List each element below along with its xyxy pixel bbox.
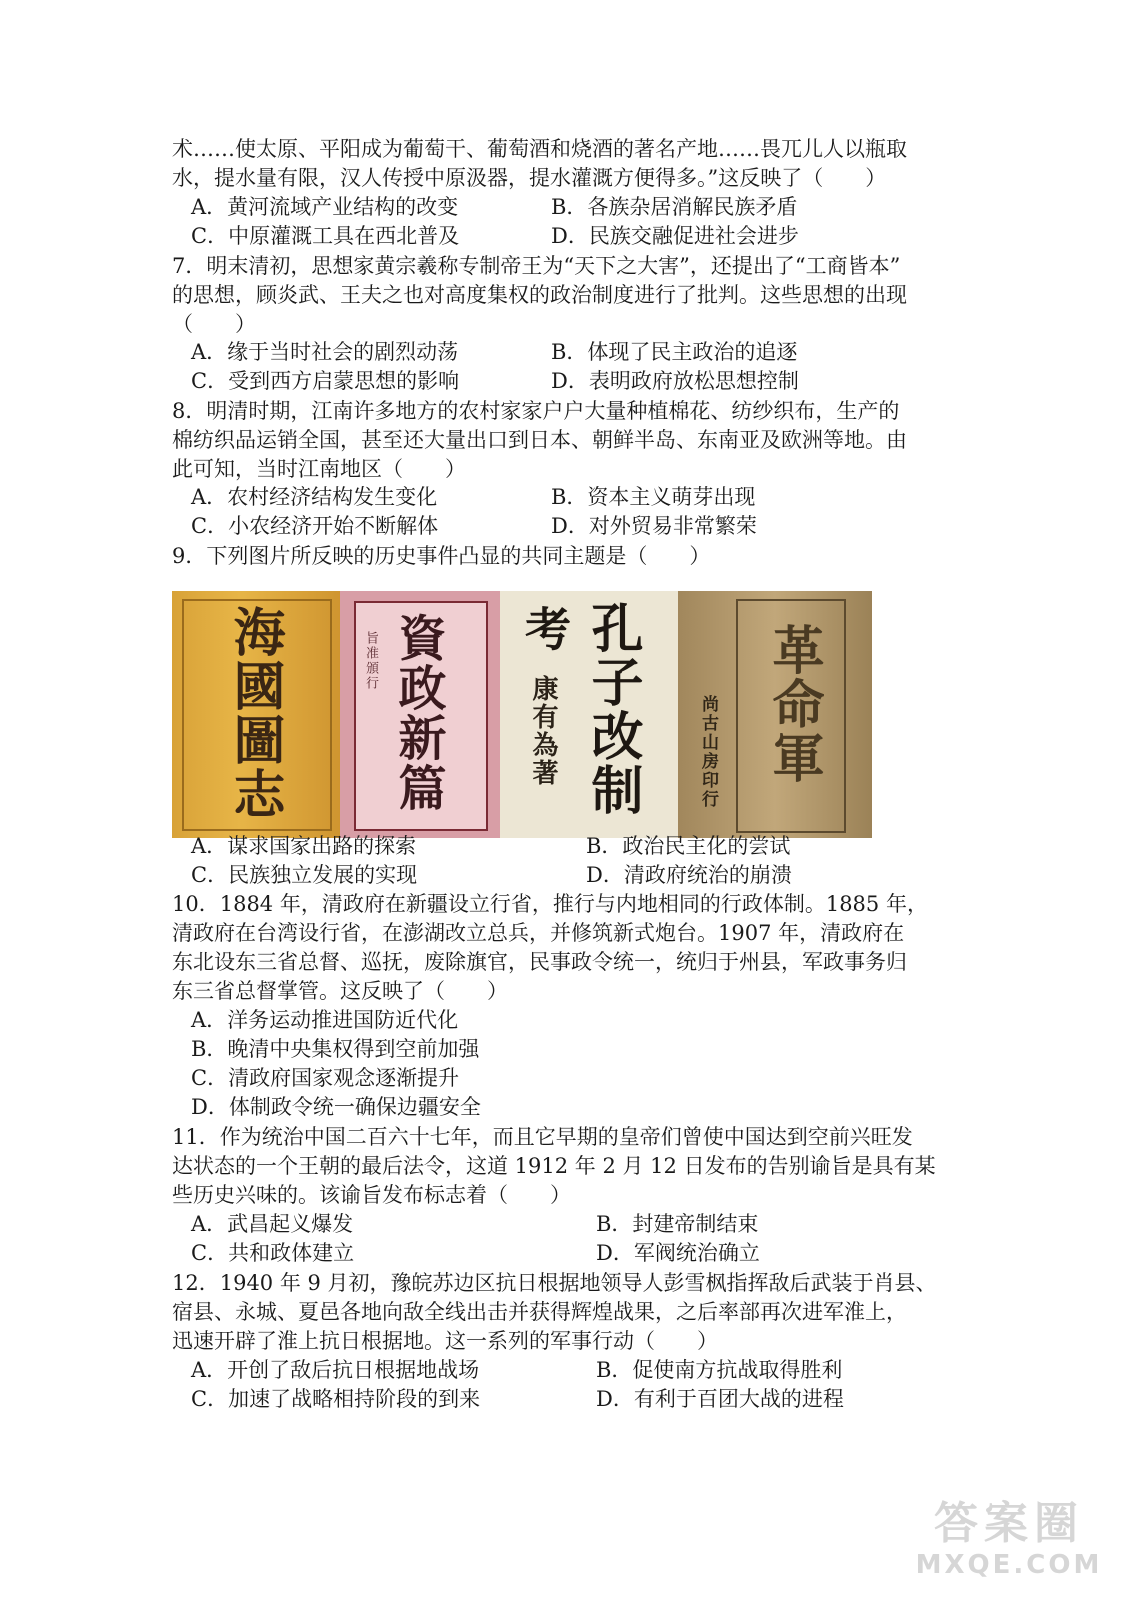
q10-option-b: B．晚清中央集权得到空前加强 bbox=[191, 1037, 480, 1061]
q11-option-d: D．军阀统治确立 bbox=[596, 1241, 760, 1265]
watermark-logo-text: 答案圈 bbox=[934, 1498, 1084, 1549]
q12-option-c: C．加速了战略相持阶段的到来 bbox=[191, 1387, 481, 1411]
q7-stem-line1: 7．明末清初，思想家黄宗羲称专制帝王为“天下之大害”，还提出了“工商皆本” bbox=[172, 254, 901, 278]
q6-stem-line1: 术……使太原、平阳成为葡萄干、葡萄酒和烧酒的著名产地……畏兀儿人以瓶取 bbox=[172, 137, 907, 161]
q12-stem-line1: 12．1940 年 9 月初，豫皖苏边区抗日根据地领导人彭雪枫指挥敌后武装于肖县、 bbox=[172, 1271, 937, 1295]
q8-stem-line2: 棉纺织品运销全国，甚至还大量出口到日本、朝鲜半岛、东南亚及欧洲等地。由 bbox=[172, 428, 907, 452]
book-author: 康有為著 bbox=[528, 675, 558, 787]
q8-stem-line1: 8．明清时期，江南许多地方的农村家家户户大量种植棉花、纺纱织布，生产的 bbox=[172, 399, 900, 423]
q11-option-c: C．共和政体建立 bbox=[191, 1241, 355, 1265]
q10-option-d: D．体制政令统一确保边疆安全 bbox=[191, 1095, 481, 1119]
q10-stem-line4: 东三省总督掌管。这反映了（ ） bbox=[172, 979, 508, 1003]
book-title: 海國圖志 bbox=[224, 605, 284, 821]
book-title-suffix: 考 bbox=[518, 605, 572, 653]
q10-stem-line1: 10．1884 年，清政府在新疆设立行省，推行与内地相同的行政体制。1885 年， bbox=[172, 892, 928, 916]
q12-stem-line2: 宿县、永城、夏邑各地向敌全线出击并获得辉煌战果，之后率部再次进军淮上， bbox=[172, 1300, 907, 1324]
q12-option-a: A．开创了敌后抗日根据地战场 bbox=[191, 1358, 480, 1382]
q7-option-c: C．受到西方启蒙思想的影响 bbox=[191, 369, 460, 393]
book-cover-kongzi-gaizhi-kao bbox=[500, 591, 678, 838]
q10-option-c: C．清政府国家观念逐渐提升 bbox=[191, 1066, 460, 1090]
q6-option-c: C．中原灌溉工具在西北普及 bbox=[191, 224, 460, 248]
q9-option-b: B．政治民主化的尝试 bbox=[586, 834, 791, 858]
q9-book-covers-figure bbox=[172, 591, 872, 838]
q7-option-a: A．缘于当时社会的剧烈动荡 bbox=[191, 340, 459, 364]
q11-stem-line2: 达状态的一个王朝的最后法令，这道 1912 年 2 月 12 日发布的告别谕旨是具有某 bbox=[172, 1154, 936, 1178]
q10-stem-line3: 东北设东三省总督、巡抚，废除旗官，民事政令统一，统归于州县，军政事务归 bbox=[172, 950, 907, 974]
q7-option-b: B．体现了民主政治的追逐 bbox=[551, 340, 798, 364]
q10-stem-line2: 清政府在台湾设行省，在澎湖改立总兵，并修筑新式炮台。1907 年，清政府在 bbox=[172, 921, 905, 945]
book-cover-geming-jun bbox=[678, 591, 872, 838]
q8-option-d: D．对外贸易非常繁荣 bbox=[551, 514, 757, 538]
q8-stem-line3: 此可知，当时江南地区（ ） bbox=[172, 457, 466, 481]
q11-option-b: B．封建帝制结束 bbox=[596, 1212, 759, 1236]
site-watermark bbox=[909, 1498, 1109, 1588]
q10-option-a: A．洋务运动推进国防近代化 bbox=[191, 1008, 459, 1032]
book-title: 革命軍 bbox=[763, 623, 823, 785]
q11-stem-line3: 些历史兴味的。该谕旨发布标志着（ ） bbox=[172, 1183, 571, 1207]
q12-option-b: B．促使南方抗战取得胜利 bbox=[596, 1358, 843, 1382]
q6-option-b: B．各族杂居消解民族矛盾 bbox=[551, 195, 798, 219]
book-title: 孔子改制 bbox=[582, 601, 642, 817]
q12-option-d: D．有利于百团大战的进程 bbox=[596, 1387, 844, 1411]
q9-option-c: C．民族独立发展的实现 bbox=[191, 863, 418, 887]
q8-option-b: B．资本主义萌芽出现 bbox=[551, 485, 756, 509]
watermark-domain: MXQE.COM bbox=[915, 1550, 1103, 1580]
book-cover-haiguo-tuzhi bbox=[172, 591, 340, 838]
q7-stem-line3: （ ） bbox=[172, 312, 256, 336]
book-publisher: 尚古山房印行 bbox=[698, 695, 718, 809]
book-cover-zizheng-xinpian bbox=[340, 591, 500, 838]
q6-stem-line2: 水，提水量有限，汉人传授中原汲器，提水灌溉方便得多。”这反映了（ ） bbox=[172, 166, 887, 190]
q11-option-a: A．武昌起义爆发 bbox=[191, 1212, 354, 1236]
q7-stem-line2: 的思想，顾炎武、王夫之也对高度集权的政治制度进行了批判。这些思想的出现 bbox=[172, 283, 907, 307]
book-title: 資政新篇 bbox=[390, 613, 446, 813]
q7-option-d: D．表明政府放松思想控制 bbox=[551, 369, 799, 393]
q8-option-c: C．小农经济开始不断解体 bbox=[191, 514, 439, 538]
q9-option-d: D．清政府统治的崩溃 bbox=[586, 863, 792, 887]
book-subtitle: 旨准頒行 bbox=[363, 631, 378, 691]
q8-option-a: A．农村经济结构发生变化 bbox=[191, 485, 438, 509]
q9-stem-line1: 9．下列图片所反映的历史事件凸显的共同主题是（ ） bbox=[172, 544, 711, 568]
q12-stem-line3: 迅速开辟了淮上抗日根据地。这一系列的军事行动（ ） bbox=[172, 1329, 718, 1353]
q11-stem-line1: 11．作为统治中国二百六十七年，而且它早期的皇帝们曾使中国达到空前兴旺发 bbox=[172, 1125, 913, 1149]
q6-option-a: A．黄河流域产业结构的改变 bbox=[191, 195, 459, 219]
q9-option-a: A．谋求国家出路的探索 bbox=[191, 834, 417, 858]
q6-option-d: D．民族交融促进社会进步 bbox=[551, 224, 799, 248]
